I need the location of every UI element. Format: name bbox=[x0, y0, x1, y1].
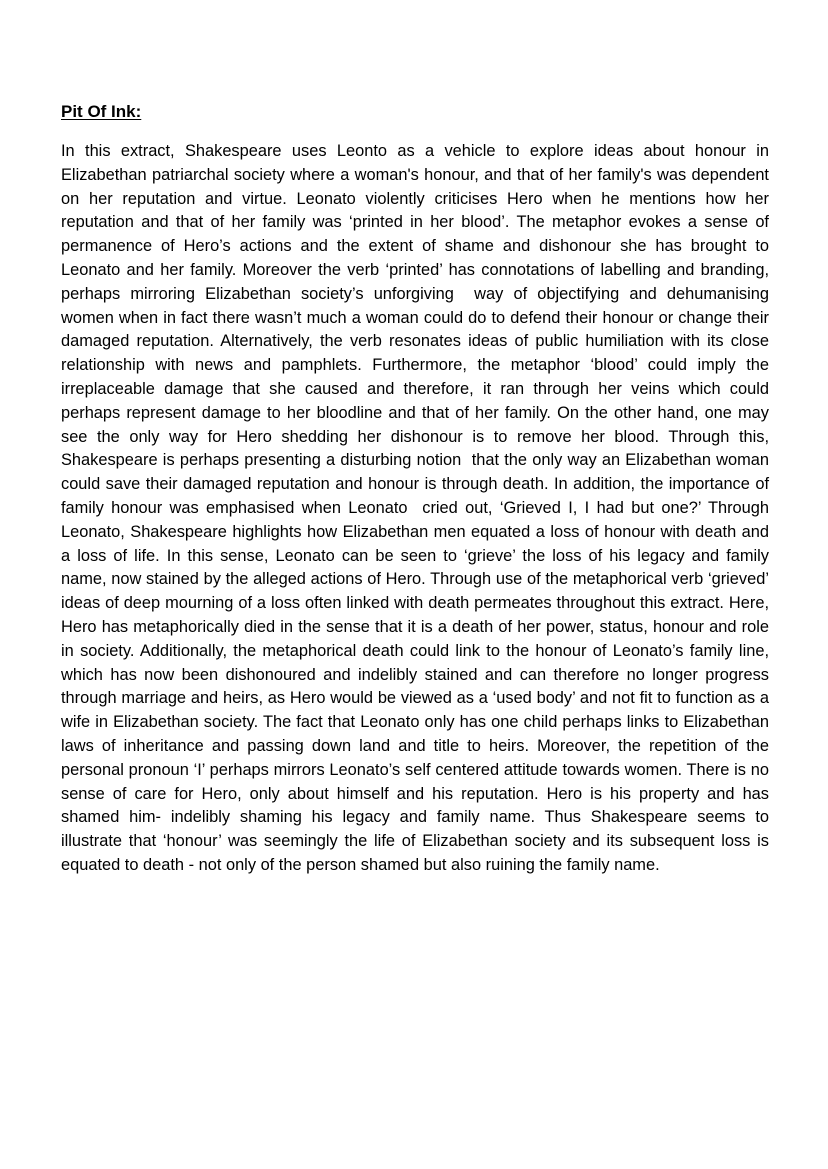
document-title: Pit Of Ink: bbox=[61, 102, 142, 121]
essay-paragraph: In this extract, Shakespeare uses Leonto as a vehicle to explore ideas about honour in Elizabethan patriarchal society where a woman's honour, and that of her family's was dependent on her reputation and virtue. Leonato violently criticises Hero when he mentions how her reputation and that of her family was ‘printed in her blood’. The metaphor evokes a sense of permanence of Hero’s actions and the extent of shame and dishonour she has brought to Leonato and her family. Moreover the verb ‘printed’ has connotations of labelling and branding, perhaps mirroring Elizabethan society’s unforgiving way of objectifying and dehumanising women when in fact there wasn’t much a woman could do to defend their honour or change their damaged reputation. Alternatively, the verb resonates ideas of public humiliation with its close relationship with news and pamphlets. Furthermore, the metaphor ‘blood’ could imply the irreplaceable damage that she caused and therefore, it ran through her veins which could perhaps represent damage to her bloodline and that of her family. On the other hand, one may see the only way for Hero shedding her dishonour is to remove her blood. Through this, Shakespeare is perhaps presenting a disturbing notion that the only way an Elizabethan woman could save their damaged reputation and honour is through death. In addition, the importance of family honour was emphasised when Leonato cried out, ‘Grieved I, I had but one?’ Through Leonato, Shakespeare highlights how Elizabethan men equated a loss of honour with death and a loss of life. In this sense, Leonato can be seen to ‘grieve’ the loss of his legacy and family name, now stained by the alleged actions of Hero. Through use of the metaphorical verb ‘grieved’ ideas of deep mourning of a loss often linked with death permeates throughout this extract. Here, Hero has metaphorically died in the sense that it is a death of her power, status, honour and role in society. Additionally, the metaphorical death could link to the honour of Leonato’s family line, which has now been dishonoured and indelibly stained and can therefore no longer progress through marriage and heirs, as Hero would be viewed as a ‘used body’ and not fit to function as a wife in Elizabethan society. The fact that Leonato only has one child perhaps links to Elizabethan laws of inheritance and passing down land and title to heirs. Moreover, the repetition of the personal pronoun ‘I’ perhaps mirrors Leonato’s self centered attitude towards women. There is no sense of care for Hero, only about himself and his reputation. Hero is his property and has shamed him- indelibly shaming his legacy and family name. Thus Shakespeare seems to illustrate that ‘honour’ was seemingly the life of Elizabethan society and its subsequent loss is equated to death - not only of the person shamed but also ruining the family name. bbox=[61, 142, 774, 874]
